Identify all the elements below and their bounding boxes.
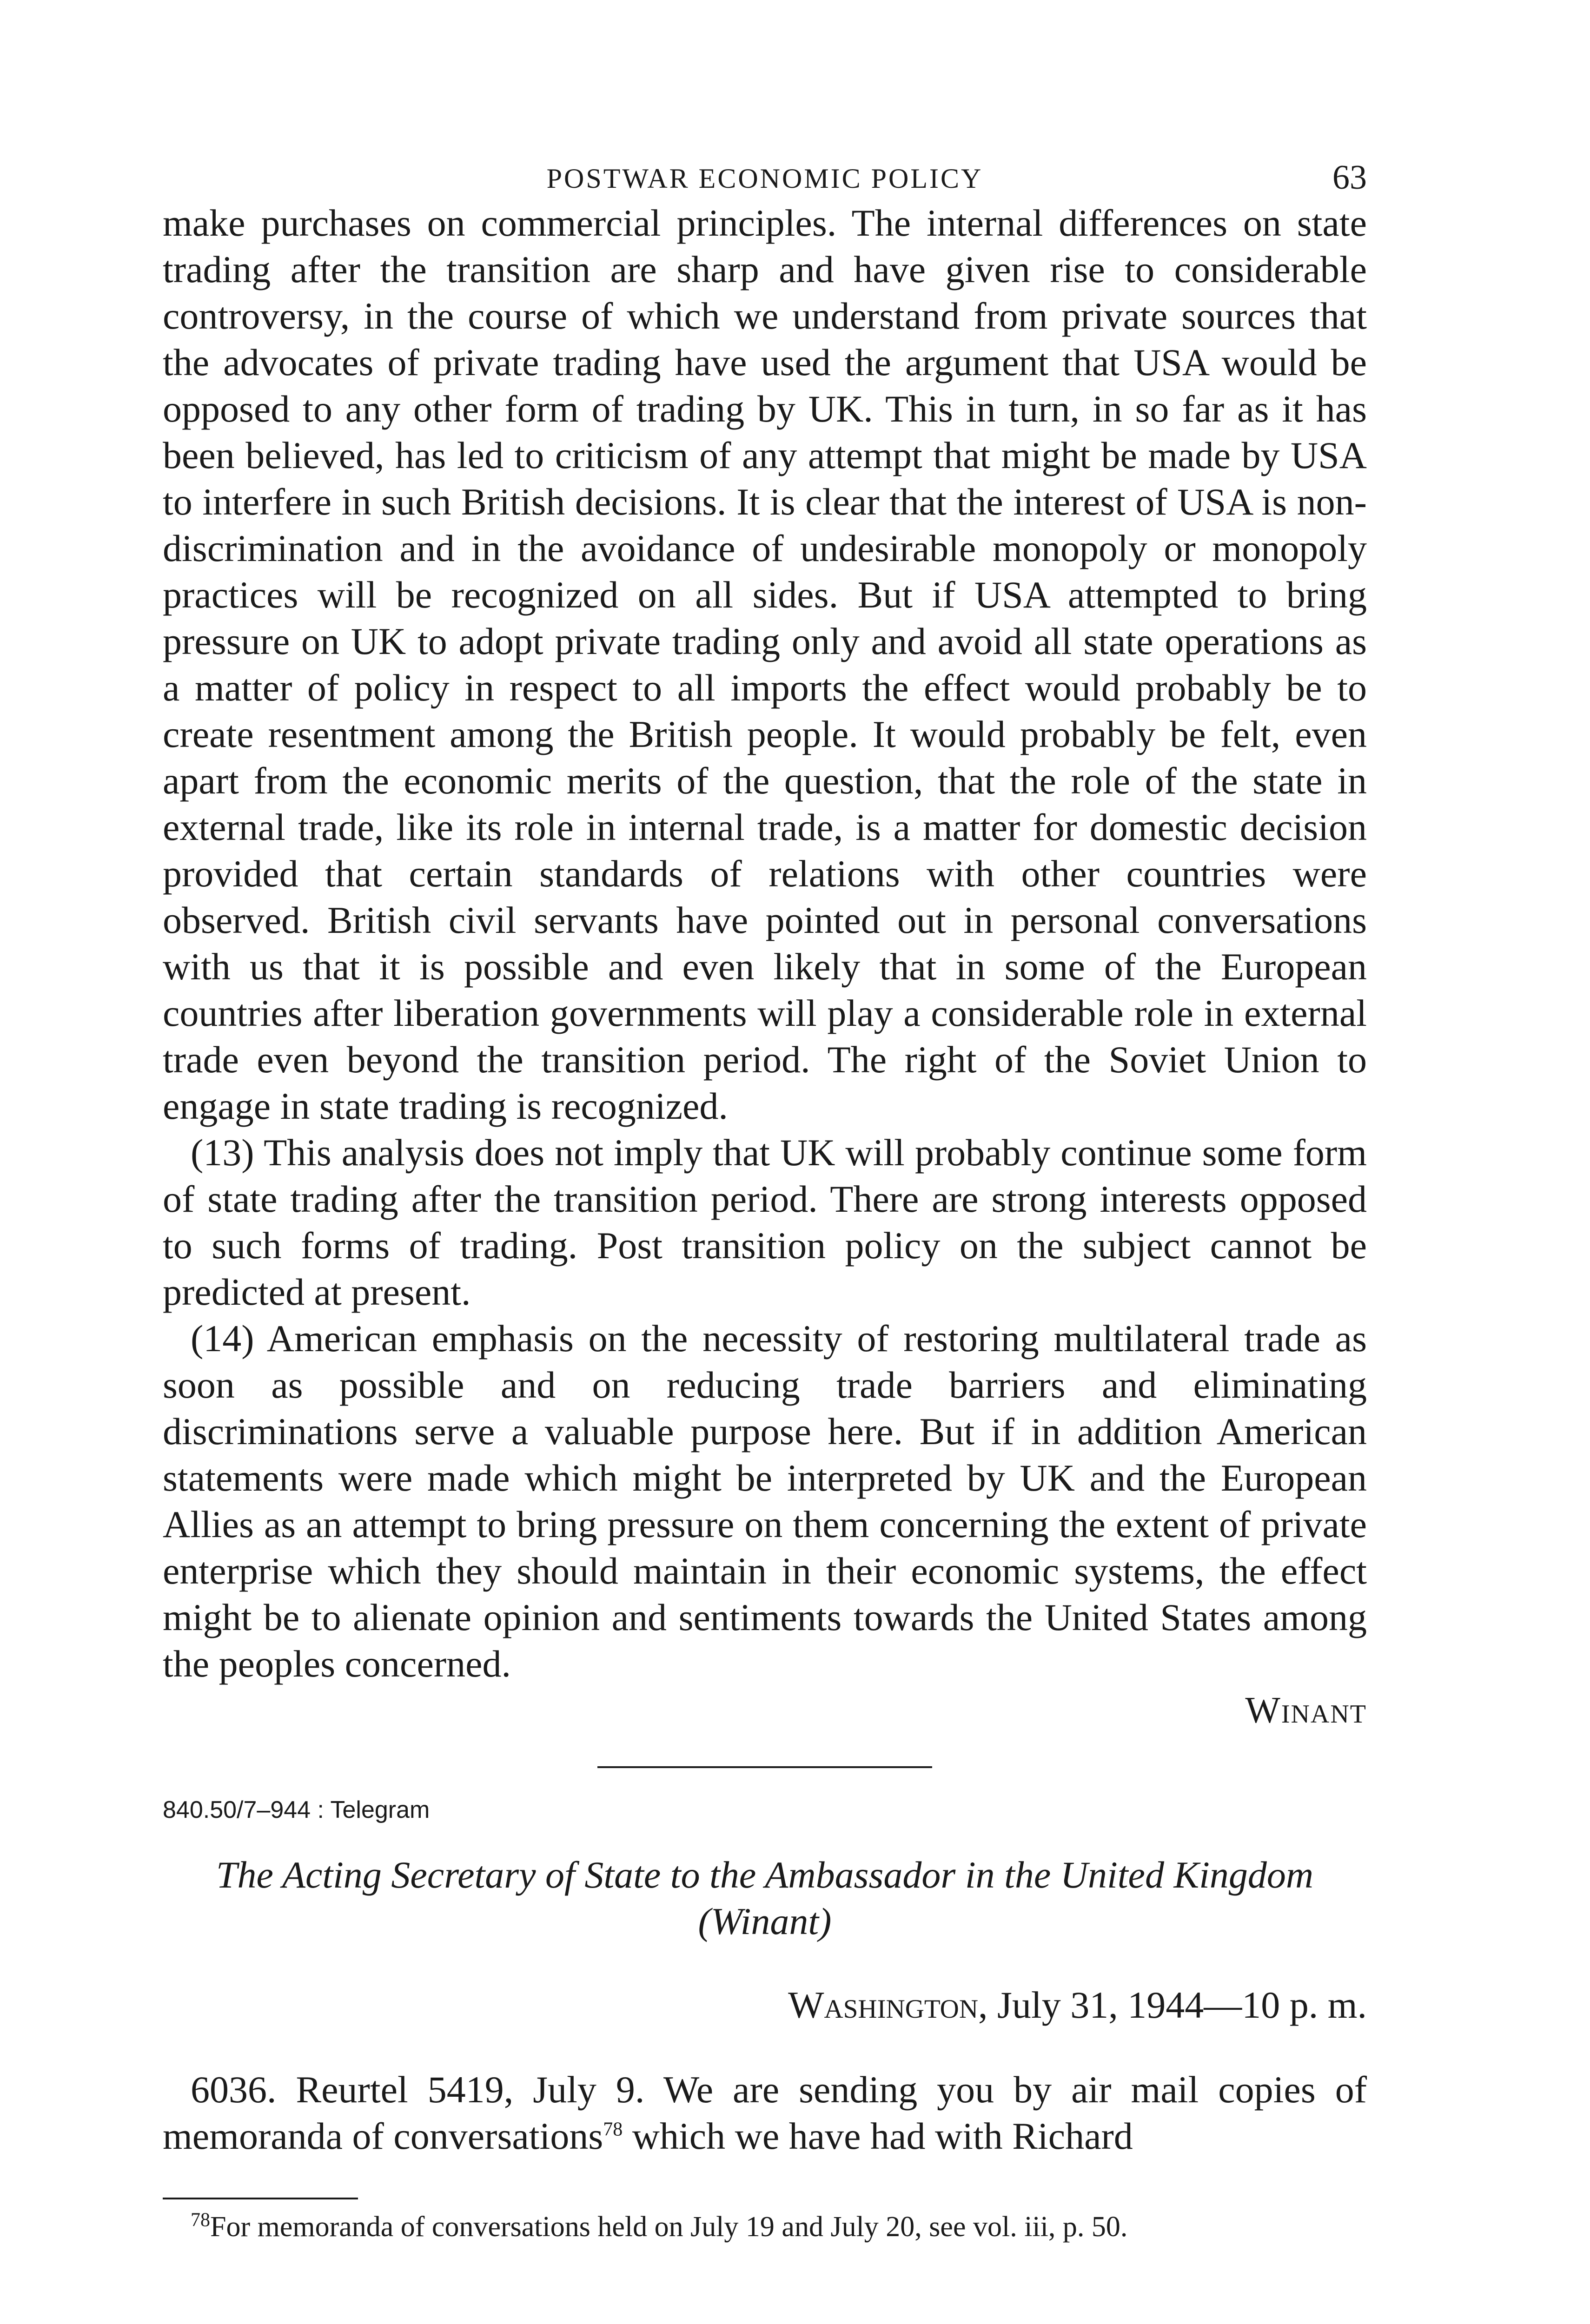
footnote-text: For memoranda of conversations held on July 19 and July 20, see vol. iii, p. 50. [210, 2211, 1128, 2243]
dateline-place: Washington, [788, 1984, 988, 2026]
paragraph-6036-end: which we have had with Richard [623, 2115, 1133, 2157]
paragraph-6036 [163, 2067, 1367, 2159]
document-page [163, 144, 1367, 2245]
paragraph-6036-start: 6036. Reurtel 5419, July 9. We are sending you by air mail copies of memoranda of conversations [163, 2068, 1367, 2157]
page-header [163, 144, 1367, 200]
footnote-divider [163, 2198, 358, 2199]
file-reference: 840.50/7–944 : Telegram [163, 1796, 430, 1823]
page-number: 63 [1332, 158, 1367, 197]
signature: Winant [1245, 1690, 1367, 1731]
footnote-78 [163, 2209, 1367, 2245]
paragraph-continuation: make purchases on commercial principles. The internal differences on state trading after the transition are sharp and have given rise to considerable controversy, in the course of which we understand from private sources that the advocates of private trading have used the argument that USA would be opposed to any other form of trading by UK. This in turn, in so far as it has been believed, has led to criticism of any attempt that might be made by USA to interfere in such British decisions. It is clear that the interest of USA is non-discrimination and in the avoidance of undesirable monopoly or monopoly practices will be recognized on all sides. But if USA attempted to bring pressure on UK to adopt private trading only and avoid all state operations as a matter of policy in respect to all imports the effect would probably be to create resentment among the British people. It would probably be felt, even apart from the economic merits of the question, that the role of the state in external trade, like its role in internal trade, is a matter for domestic decision provided that certain standards of relations with other countries were observed. British civil servants have pointed out in personal conversations with us that it is possible and even likely that in some of the European countries after liberation governments will play a considerable role in external trade even beyond the transition period. The right of the Soviet Union to engage in state trading is recognized. [163, 202, 1367, 1127]
running-head: POSTWAR ECONOMIC POLICY [546, 163, 983, 194]
footnote-ref-78[interactable]: 78 [603, 2119, 623, 2140]
section-divider [597, 1766, 932, 1768]
dateline [163, 1982, 1367, 2028]
dateline-date: July 31, 1944—10 p. m. [987, 1984, 1367, 2026]
footnote-marker: 78 [191, 2209, 210, 2231]
document-title: The Acting Secretary of State to the Ambassador in the United Kingdom (Winant) [216, 1854, 1314, 1942]
paragraph-14: (14) American emphasis on the necessity of restoring multilateral trade as soon as possible and on reducing trade barriers and eliminating discriminations serve a valuable purpose here. But if in addition American statements were made which might be interpreted by UK and the European Allies as an attempt to bring pressure on them concerning the extent of private enterprise which they should maintain in their economic systems, the effect might be to alienate opinion and sentiments towards the United States among the peoples concerned. [163, 1317, 1367, 1685]
paragraph-13: (13) This analysis does not imply that UK will probably continue some form of state trading after the transition period. There are strong interests opposed to such forms of trading. Post transition policy on the subject cannot be predicted at present. [163, 1131, 1367, 1313]
telegram-body [163, 200, 1367, 1687]
